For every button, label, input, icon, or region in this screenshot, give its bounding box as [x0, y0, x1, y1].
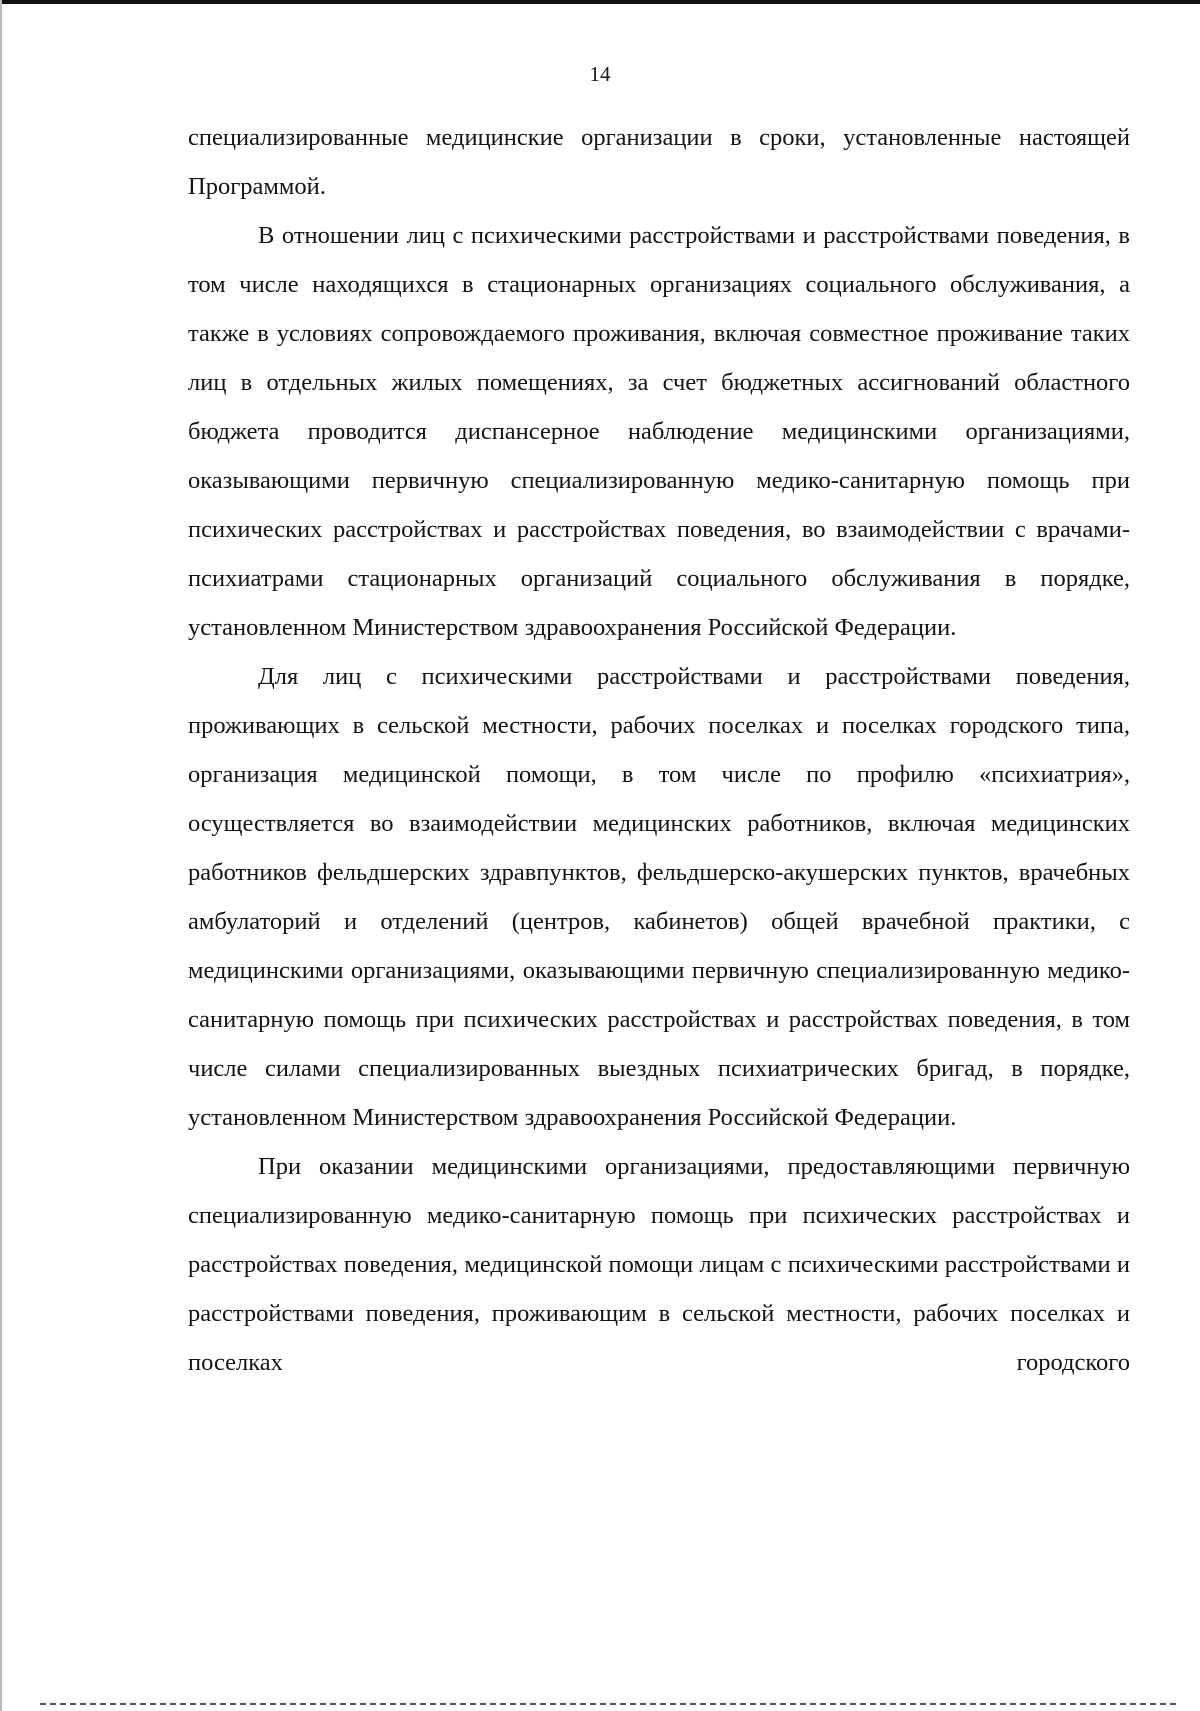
scan-bottom-border [40, 1703, 1180, 1705]
paragraph-rural-care: Для лиц с психическими расстройствами и расстройствами поведения, проживающих в сельской местности, рабочих поселках и поселках городского типа, организация медицинской помощи, в том числе по профилю «психиатрия», осуществляется во взаимодействии медицинских работников, включая медицинских работников фельдшерских здравпунктов, фельдшерско-акушерских пунктов, врачебных амбулаторий и отделений (центров, кабинетов) общей врачебной практики, с медицинскими организациями, оказывающими первичную специализированную медико-санитарную помощь при психических расстройствах и расстройствах поведения, в том числе силами специализированных выездных психиатрических бригад, в порядке, установленном Министерством здравоохранения Российской Федерации. [188, 663, 1130, 1131]
scan-top-border [0, 0, 1200, 4]
paragraph-continuation: специализированные медицинские организации в сроки, установленные настоящей Программой. [188, 124, 1130, 200]
scan-left-border [0, 0, 2, 1711]
paragraph-dispensary-observation: В отношении лиц с психическими расстройствами и расстройствами поведения, в том числе находящихся в стационарных организациях социального обслуживания, а также в условиях сопровождаемого проживания, включая совместное проживание таких лиц в отдельных жилых помещениях, за счет бюджетных ассигнований областного бюджета проводится диспансерное наблюдение медицинскими организациями, оказывающими первичную специализированную медико-санитарную помощь при психических расстройствах и расстройствах поведения, во взаимодействии с врачами-психиатрами стационарных организаций социального обслуживания в порядке, установленном Министерством здравоохранения Российской Федерации. [188, 222, 1130, 641]
page-number: 14 [589, 62, 611, 86]
document-body [188, 113, 1130, 1387]
paragraph-specialized-care: При оказании медицинскими организациями, предоставляющими первичную специализированную медико-санитарную помощь при психических расстройствах и расстройствах поведения, медицинской помощи лицам с психическими расстройствами и расстройствами поведения, проживающим в сельской местности, рабочих поселках и поселках городского [188, 1153, 1130, 1376]
